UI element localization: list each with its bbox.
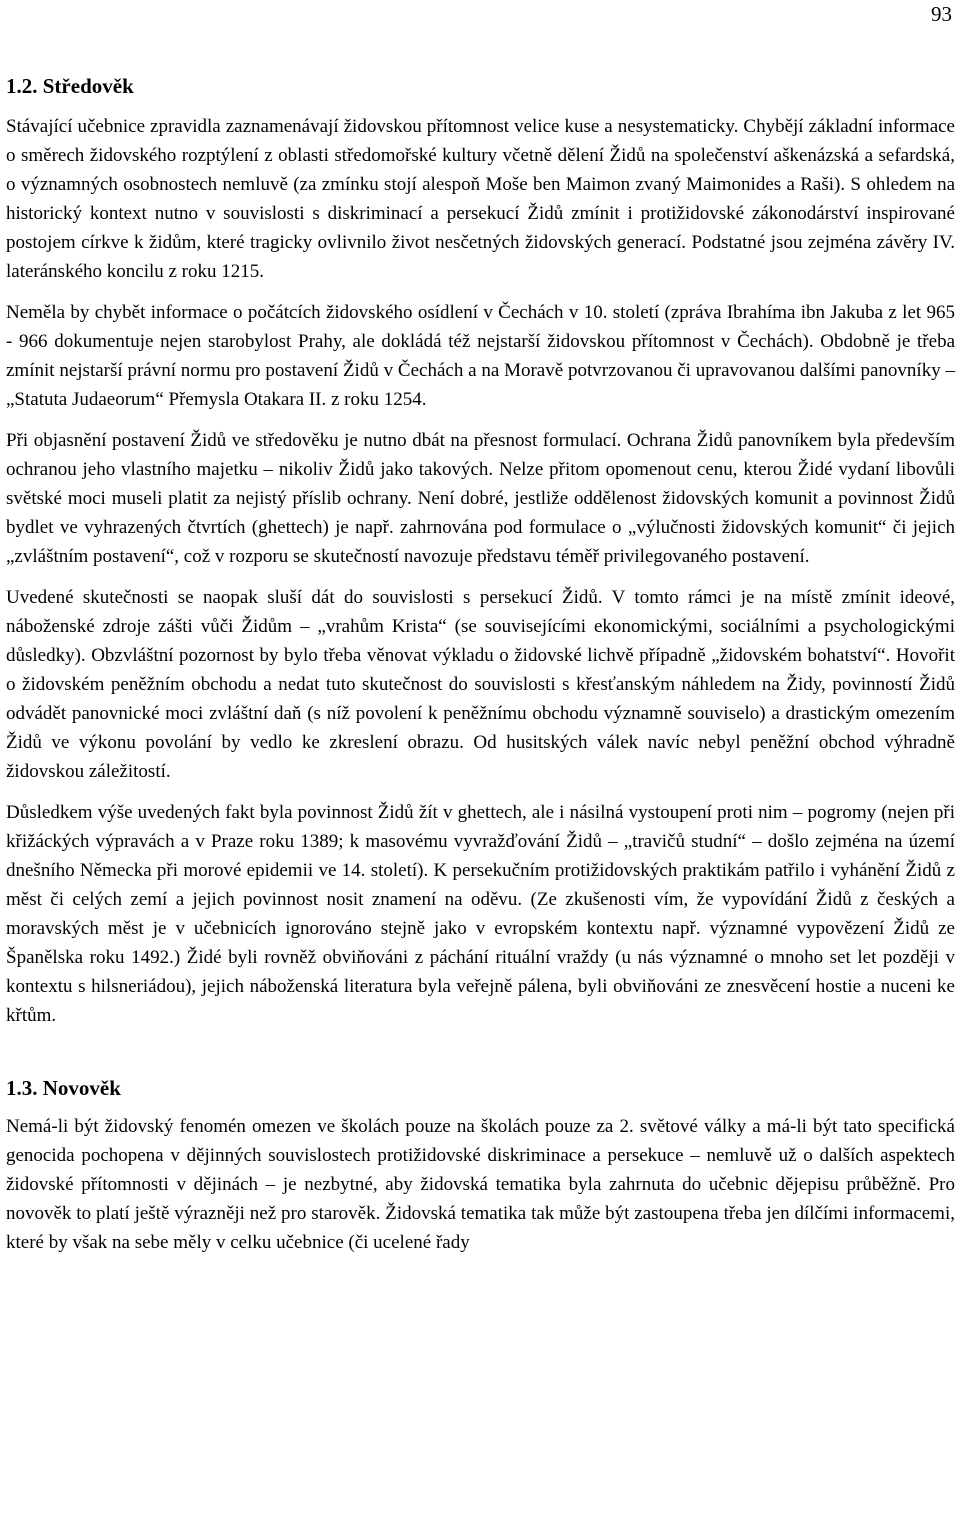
- page-number: 93: [931, 2, 952, 26]
- paragraph: Nemá-li být židovský fenomén omezen ve školách pouze na školách pouze za 2. světové války a má-li být tato specifická genocida pochopena v dějinných souvislostech protižidovské diskriminace a persekuce – nemluvě už o dalších aspektech židovské přítomnosti v dějinách – je nezbytné, aby židovská tematika byla zahrnuta do učebnic dějepisu průběžně. Pro novověk to platí ještě výrazněji než pro starověk. Židovská tematika tak může být zastoupena třeba jen dílčími informacemi, které by však na sebe měly v celku učebnice (či ucelené řady: [6, 1116, 955, 1253]
- paragraph: Neměla by chybět informace o počátcích židovského osídlení v Čechách v 10. století (zpráva Ibrahíma ibn Jakuba z let 965 - 966 dokumentuje nejen starobylost Prahy, ale dokládá též nejstarší židovskou přítomnost v Čechách). Obdobně je třeba zmínit nejstarší právní normu pro postavení Židů v Čechách a na Moravě potvrzovanou či upravovanou dalšími panovníky – „Statuta Judaeorum“ Přemysla Otakara II. z roku 1254.: [6, 302, 955, 410]
- paragraph: Uvedené skutečnosti se naopak sluší dát do souvislosti s persekucí Židů. V tomto rámci je na místě zmínit ideové, náboženské zdroje zášti vůči Židům – „vrahům Krista“ (se souvisejícími ekonomickými, sociálními a psychologickými důsledky). Obzvláštní pozornost by bylo třeba věnovat výkladu o židovské lichvě případně „židovském bohatství“. Hovořit o židovském peněžním obchodu a nedat tuto skutečnost do souvislosti s křesťanským náhledem na Židy, povinností Židů odvádět panovnické moci zvláštní daň (s níž povolení k peněžnímu obchodu významně souviselo) a drastickým omezením Židů ve výkonu povolání by vedlo ke zkreslení obrazu. Od husitských válek navíc nebyl peněžní obchod výhradně židovskou záležitostí.: [6, 587, 955, 782]
- section-heading: 1.2. Středověk: [6, 74, 134, 98]
- paragraph: Při objasnění postavení Židů ve středověku je nutno dbát na přesnost formulací. Ochrana Židů panovníkem byla především ochranou jeho vlastního majetku – nikoliv Židů jako takových. Nelze přitom opomenout cenu, kterou Židé vydaní libovůli světské moci museli platit za nejistý příslib ochrany. Není dobré, jestliže oddělenost židovských komunit a povinnost Židů bydlet ve vyhrazených čtvrtích (ghettech) je např. zahrnována pod formulace o „výlučnosti židovských komunit“ či jejich „zvláštním postavení“, což v rozporu se skutečností navozuje představu téměř privilegovaného postavení.: [6, 430, 955, 567]
- section-heading: 1.3. Novověk: [6, 1076, 121, 1100]
- paragraph: Důsledkem výše uvedených fakt byla povinnost Židů žít v ghettech, ale i násilná vystoupení proti nim – pogromy (nejen při křižáckých výpravách a v Praze roku 1389; k masovému vyvražďování Židů – „travičů studní“ – došlo zejména na území dnešního Německa při morové epidemii ve 14. století). K persekučním protižidovských praktikám patřilo i vyhánění Židů z měst či celých zemí a jejich povinnost nosit znamení na oděvu. (Ze zkušenosti vím, že vypovídání Židů z českých a moravských měst je v učebnicích ignorováno stejně jako v evropském kontextu např. významné vypovězení Židů ze Španělska roku 1492.) Židé byli rovněž obviňováni z páchání rituální vraždy (u nás významné o mnoho set let později v kontextu s hilsneriádou), jejich náboženská literatura byla veřejně pálena, byli obviňováni ze znesvěcení hostie a nuceni ke křtům.: [6, 802, 955, 1026]
- paragraph: Stávající učebnice zpravidla zaznamenávají židovskou přítomnost velice kuse a nesystematicky. Chybějí základní informace o směrech židovského rozptýlení z oblasti středomořské kultury včetně dělení Židů na společenství aškenázská a sefardská, o významných osobnostech nemluvě (za zmínku stojí alespoň Moše ben Maimon zvaný Maimonides a Raši). S ohledem na historický kontext nutno v souvislosti s diskriminací a persekucí Židů zmínit i protižidovské zákonodárství inspirované postojem církve k židům, které tragicky ovlivnilo život nesčetných židovských generací. Podstatné jsou zejména závěry IV. lateránského koncilu z roku 1215.: [6, 116, 955, 282]
- document-body: [6, 72, 955, 1257]
- section-novovek: [6, 1074, 955, 1257]
- section-stredovek: [6, 72, 955, 1030]
